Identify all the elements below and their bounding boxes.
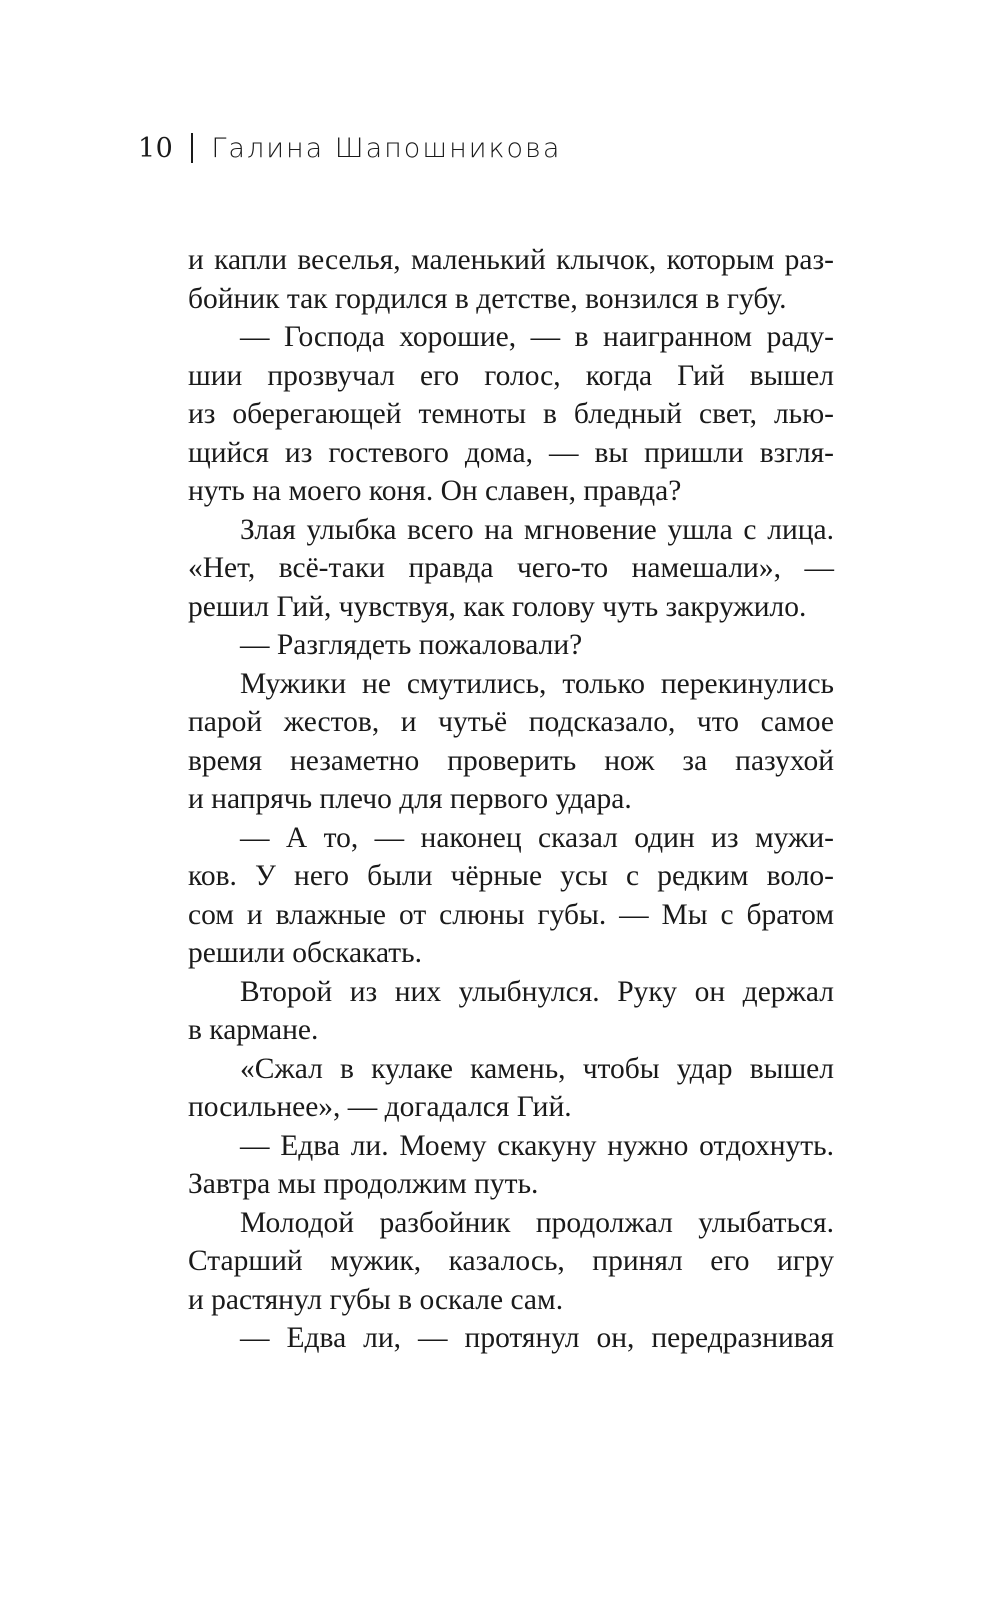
text-line: «Сжал в кулаке камень, чтобы удар вышел	[240, 1052, 834, 1085]
text-line: из оберегающей темноты в бледный свет, лью-	[188, 398, 834, 430]
text-line: сом и влажные от слюны губы. — Мы с братом	[188, 898, 834, 931]
text-line: и напрячь плечо для первого удара.	[188, 783, 632, 815]
page-number: 10	[138, 132, 174, 164]
text-line: решил Гий, чувствуя, как голову чуть закружило.	[188, 590, 807, 623]
text-line: Злая улыбка всего на мгновение ушла с лица.	[240, 513, 834, 546]
text-line: Мужики не смутились, только перекинулись	[240, 667, 834, 700]
running-header	[138, 128, 561, 168]
text-line: Старший мужик, казалось, принял его игру	[188, 1245, 834, 1277]
text-line: — Разглядеть пожаловали?	[240, 629, 583, 661]
body-text	[188, 241, 834, 1358]
text-line: — А то, — наконец сказал один из мужи-	[240, 821, 834, 854]
text-line: решили обскакать.	[188, 937, 422, 969]
author-name: Галина Шапошникова	[211, 132, 562, 164]
text-line: бойник так гордился в детстве, вонзился в губу.	[188, 282, 787, 315]
text-line: в кармане.	[188, 1014, 319, 1046]
text-line: шии прозвучал его голос, когда Гий вышел	[188, 359, 834, 392]
text-line: — Едва ли, — протянул он, передразнивая	[240, 1322, 834, 1354]
text-line: посильнее», — догадался Гий.	[188, 1091, 572, 1123]
text-line: ков. У него были чёрные усы с редким воло-	[188, 860, 834, 892]
text-line: — Господа хорошие, — в наигранном раду-	[240, 321, 834, 353]
text-line: и капли веселья, маленький клычок, которым раз-	[188, 244, 834, 276]
text-line: Завтра мы продолжим путь.	[188, 1168, 539, 1200]
text-line: «Нет, всё-таки правда чего-то намешали», —	[188, 552, 834, 584]
text-line: Молодой разбойник продолжал улыбаться.	[240, 1206, 834, 1239]
text-line: нуть на моего коня. Он славен, правда?	[188, 475, 682, 507]
text-line: щийся из гостевого дома, — вы пришли взгля-	[188, 436, 834, 469]
text-line: парой жестов, и чутьё подсказало, что самое	[188, 706, 834, 738]
text-line: — Едва ли. Моему скакуну нужно отдохнуть.	[240, 1129, 834, 1162]
text-line: время незаметно проверить нож за пазухой	[188, 744, 834, 777]
text-line: Второй из них улыбнулся. Руку он держал	[240, 975, 834, 1008]
header-divider	[191, 133, 193, 163]
text-line: и растянул губы в оскале сам.	[188, 1283, 564, 1316]
